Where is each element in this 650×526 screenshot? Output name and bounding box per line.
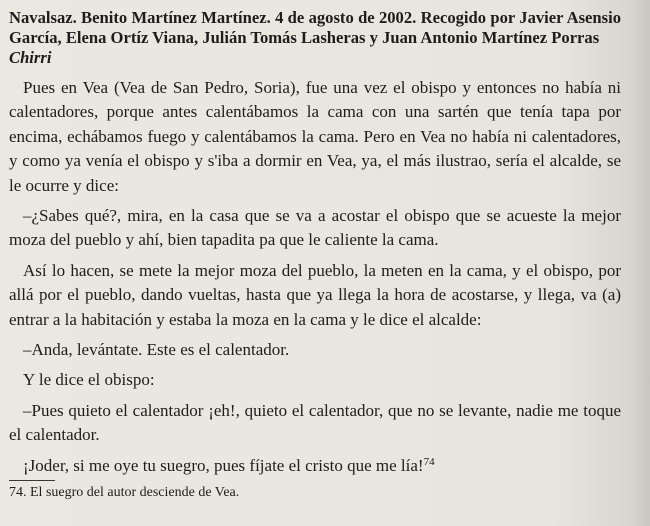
footnote-reference[interactable]: 74 [423, 455, 435, 468]
story-title: Chirri [9, 48, 52, 67]
paragraph-6: –Pues quieto el calentador ¡eh!, quieto el calentador, que no se levante, nadie me toque el calentador. [9, 400, 621, 445]
footnote-divider [9, 480, 55, 481]
paragraph-4: –Anda, levántate. Este es el calentador. [23, 340, 290, 360]
paragraph-2: –¿Sabes qué?, mira, en la casa que se va a acostar el obispo que se acueste la mejor moza del pueblo y ahí, bien tapadita pa que le caliente la cama. [9, 206, 621, 250]
story-header [9, 8, 621, 68]
paragraph-1: Pues en Vea (Vea de San Pedro, Soria), fue una vez el obispo y entonces no había ni calentadores, porque antes calentábamos la cama con una sartén que tenía tapa por encima, echábamos fuego y calentábamos la cama. Pero en Vea no había ni calentadores, y como ya venía el obispo y s'iba a dormir en Vea, ya, el más ilustrao, sería el alcalde, se le ocurre y dice: [9, 78, 621, 195]
footnote: 74. El suegro del autor desciende de Vea. [9, 485, 240, 500]
paragraph-3: Así lo hacen, se mete la mejor moza del pueblo, la meten en la cama, y el obispo, por allá por el pueblo, dando vueltas, hasta que ya llega la hora de acostarse, y llega, va (a) entrar a la habitación y estaba la moza en la cama y le dice el alcalde: [9, 260, 621, 329]
page-content [9, 8, 621, 478]
paragraph-7 [9, 454, 621, 478]
paragraph-7-text: ¡Joder, si me oye tu suegro, pues fíjate el cristo que me lía! [23, 455, 424, 475]
source-line: Navalsaz. Benito Martínez Martínez. 4 de agosto de 2002. Recogido por Javier Asensio García, Elena Ortíz Viana, Julián Tomás Lasheras y Juan Antonio Martínez Porras [9, 8, 621, 47]
paragraph-5: Y le dice el obispo: [23, 370, 155, 390]
